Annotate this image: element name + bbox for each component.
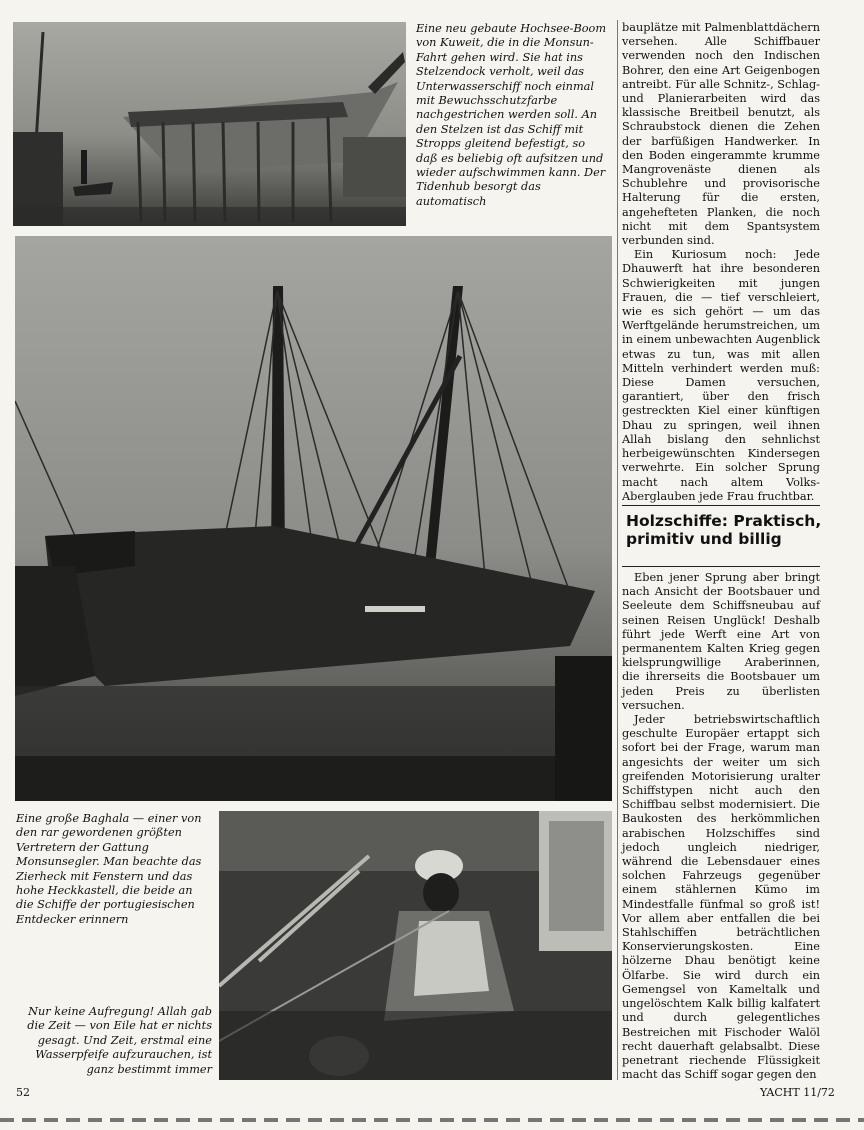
heading-rule-top [622,505,820,506]
article-paragraph: Jeder betriebswirtschaftlich geschulte Europäer ertappt sich sofort bei der Frage, warum man angesichts der weiter um sich greifenden Motorisierung uralter Schiffstypen nicht auch den Schiffbau selbst modernisiert. Die Baukosten des herkömmlichen arabischen Holzschiffes sind jedoch ungleich niedriger, während die Lebensdauer eines solchen Fahrzeugs gegenüber einem stählernen Kümo im Mindestfalle fünfmal so groß ist! Vor allem aber entfallen die bei Stahlschiffen beträchtlichen Konservierungskosten. Eine hölzerne Dhau benötigt keine Ölfarbe. Sie wird durch ein Gemengsel von Kameltalk und ungelöschtem Kalk billig kalfatert und durch gelegentliches Bestreichen mit Fischoder Walöl recht dauerhaft gelabsalbt. Diese penetrant riechende Flüssigkeit macht das Schiff sogar gegen den [622,713,820,1082]
boom-image [13,22,406,226]
caption-boom: Eine neu gebaute Hochsee-Boom von Kuweit, die in die Monsun-Fahrt gehen wird. Sie hat ins Stelzendock verholt, weil das Unterwasserschiff noch einmal mit Bewuchsschutzfarbe nachgestrichen werden soll. An den Stelzen ist das Schiff mit Stropps gleitend befestigt, so daß es beliebig oft aufsitzen und wieder aufschwimmen kann. Der Tidenhub besorgt das automatisch [416,22,607,208]
photo-boom-stilt-dock [13,22,406,226]
article-paragraph: bauplätze mit Palmenblattdächern versehen. Alle Schiffbauer verwenden noch den Indischen Bohrer, den eine Art Geigenbogen antreibt. Für alle Schnitz-, Schlag- und Planierarbeiten wird das klassische Breitbeil benutzt, als Schraubstock dienen die Zehen der barfüßigen Handwerker. In den Boden eingerammte krumme Mangrovenäste dienen als Schublehre und provisorische Halterung für die ersten, angehefteten Planken, die noch nicht mit dem Spantsystem verbunden sind. [622,21,821,248]
baghala-image [15,236,612,801]
photo-baghala [15,236,612,801]
page-number: 52 [16,1086,30,1099]
article-column-top [622,21,820,504]
section-heading: Holzschiffe: Praktisch, primitiv und billig [626,512,822,548]
column-divider [617,20,618,1080]
article-paragraph: Ein Kuriosum noch: Jede Dhauwerft hat ihre besonderen Schwierigkeiten mit jungen Frauen, die — tief verschleiert, wie es sich gehört — um das Werftgelände herumstreichen, um in einem unbewachten Augenblick etwas zu tun, was mit allen Mitteln verhindert werden muß: Diese Damen versuchen, garantiert, über den frisch gestreckten Kiel einer künftigen Dhau zu springen, weil ihnen Allah bislang den sehnlichst herbeigewünschten Kindersegen verwehrte. Ein solcher Sprung macht nach altem Volks-Aberglauben jede Frau fruchtbar. [622,248,820,503]
magazine-issue: YACHT 11/72 [760,1086,835,1099]
caption-baghala: Eine große Baghala — einer von den rar gewordenen größten Vertretern der Gattung Monsunsegler. Man beachte das Zierheck mit Fenstern und das hohe Heckkastell, die beide an die Schiffe der portugiesischen Entdecker erinnern [16,812,202,926]
photo-water-pipe [219,811,612,1080]
article-paragraph: Eben jener Sprung aber bringt nach Ansicht der Bootsbauer und Seeleute dem Schiffsneubau auf seinen Reisen Unglück! Deshalb führt jede Werft eine Art von permanentem Kalten Krieg gegen kielsprungwillige Araberinnen, die ihrerseits die Bootsbauer um jeden Preis zu überlisten versuchen. [622,571,820,712]
edge-strip [0,1118,864,1122]
caption-water-pipe: Nur keine Aufregung! Allah gab die Zeit — von Eile hat er nichts gesagt. Und Zeit, erstmal eine Wasserpfeife aufzurauchen, ist ganz bestimmt immer [27,1005,212,1076]
heading-rule-bottom [622,566,820,567]
water-pipe-image [219,811,612,1080]
article-column-bottom [622,571,820,1082]
